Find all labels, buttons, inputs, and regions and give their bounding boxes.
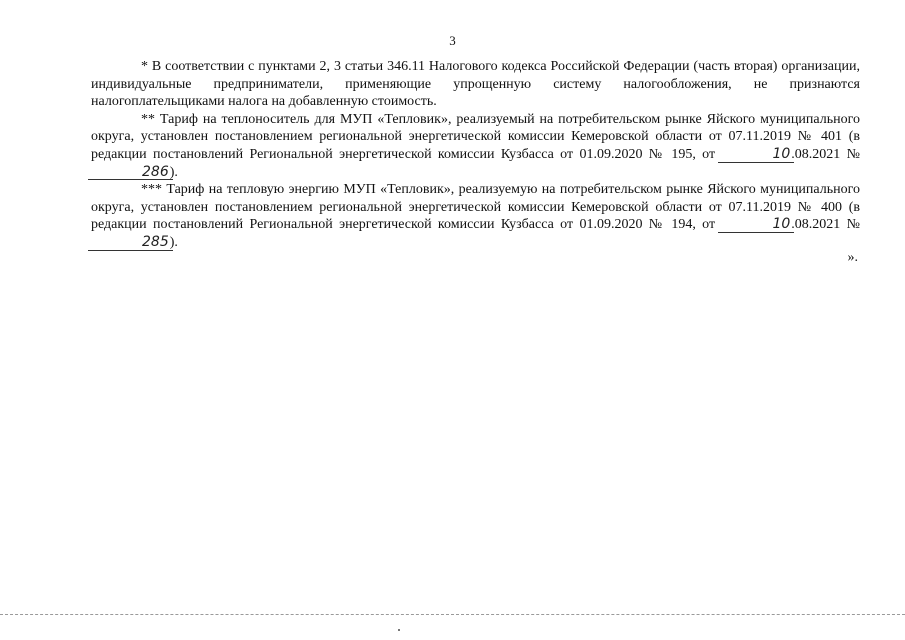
- handwritten-date-day: 10: [721, 146, 791, 164]
- handwritten-date-day: 10: [721, 216, 791, 234]
- document-body: [91, 58, 860, 252]
- footnote-2-text: ** Тариф на теплоноситель для МУП «Тепловик», реализуемый на потребительском рынке Яйского муниципального округа, установлен постановлением региональной энергетической комиссии Кемеровской области от 07.11.2019 № 401 (в редакции постановлений Региональной энергетической комиссии Кузбасса от 01.09.2020 № 195, от: [91, 111, 860, 162]
- footnote-2-tail: ).: [169, 164, 178, 180]
- footnote-3: [91, 181, 860, 251]
- handwritten-doc-number: 285: [91, 234, 170, 252]
- footer-divider: [0, 614, 905, 615]
- page-number: 3: [449, 33, 456, 48]
- footnote-1: * В соответствии с пунктами 2, 3 статьи 346.11 Налогового кодекса Российской Федерации (часть вторая) организации, индивидуальные предприниматели, применяющие упрощенную систему налогообложения, не признаются налогоплательщиками налога на добавленную стоимость.: [91, 59, 860, 110]
- footnote-3-date-rest: .08.2021 №: [791, 217, 861, 233]
- handwritten-doc-number: 286: [91, 164, 170, 182]
- footer-mark: [398, 629, 400, 631]
- footnote-2-date-rest: .08.2021 №: [791, 146, 861, 162]
- footnote-3-tail: ).: [169, 234, 178, 250]
- footnote-2: [91, 111, 860, 181]
- footnote-3-text: *** Тариф на тепловую энергию МУП «Тепловик», реализуемую на потребительском рынке Яйского муниципального округа, установлен постановлением региональной энергетической комиссии Кемеровской области от 07.11.2019 № 400 (в редакции постановлений Региональной энергетической комиссии Кузбасса от 01.09.2020 № 194, от: [91, 182, 860, 233]
- closing-quote: ».: [847, 250, 858, 265]
